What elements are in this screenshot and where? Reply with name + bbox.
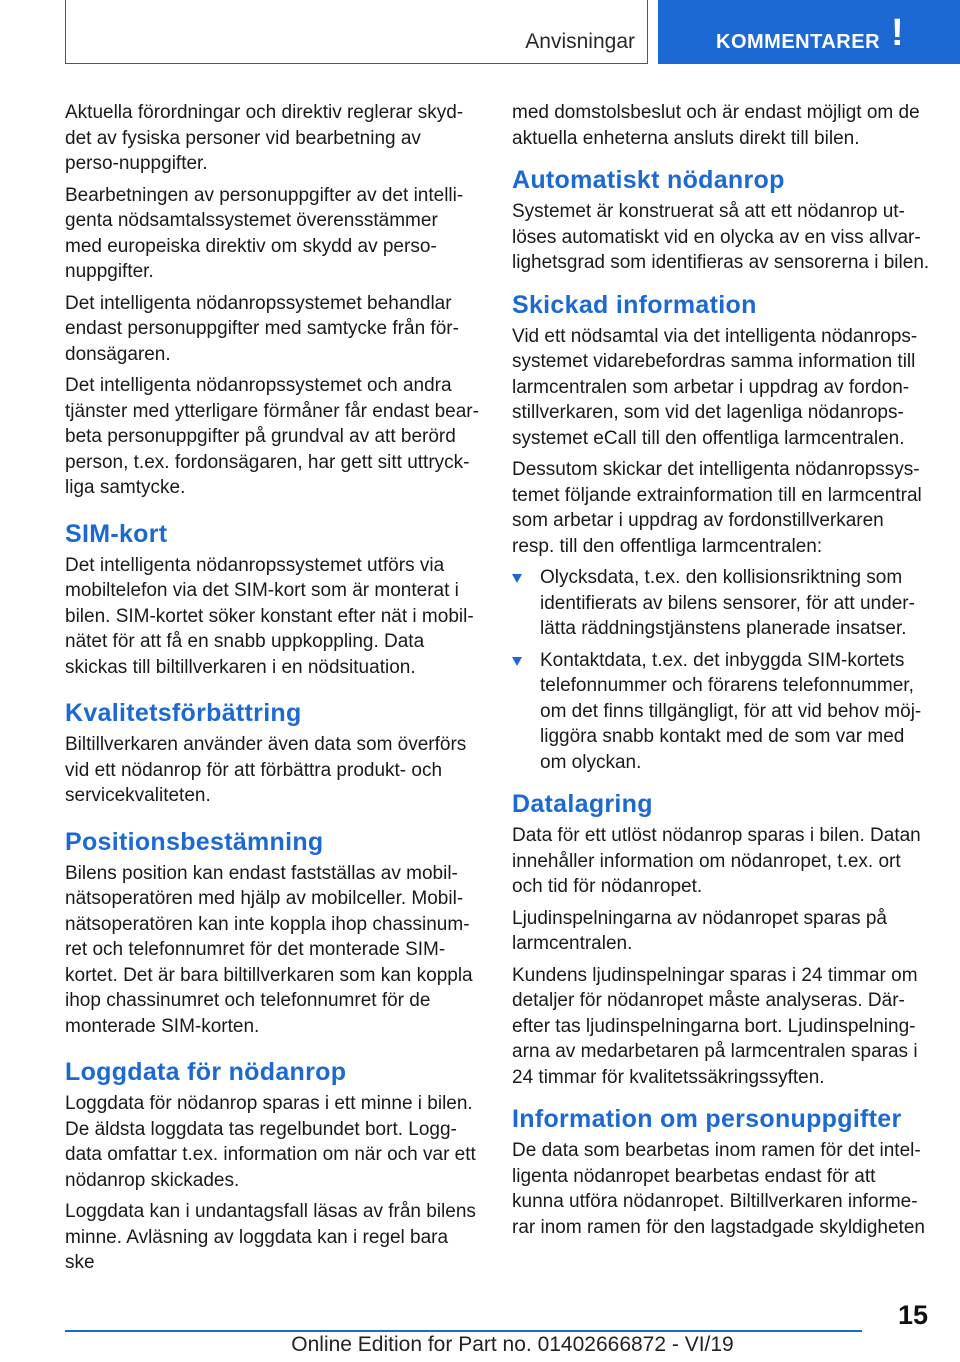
triangle-bullet-icon	[512, 657, 522, 666]
heading-information-om-personuppgifter: Information om personuppgifter	[512, 1105, 902, 1133]
paragraph: Kundens ljudinspelningar sparas i 24 timmar om detaljer för nödanropet måste analyseras. Där-efter tas ljudinspelningarna bort. Ljudinspelning-arna av medarbetaren på larmcentralen sparas i 24 timmar för kvalitetssäkringssyften.	[512, 964, 918, 1088]
header-section-box	[65, 0, 648, 64]
paragraph: Det intelligenta nödanropssystemet utförs via mobiltelefon via det SIM-kort som är monterat i bilen. SIM-kortet söker konstant efter nät i mobil-nätet för att få en snabb uppkoppling. Data skickas till biltillverkaren i en nödsituation.	[65, 554, 474, 678]
footer-edition-text: Online Edition for Part no. 01402666872 - VI/19	[291, 1333, 734, 1356]
paragraph: Det intelligenta nödanropssystemet och andra tjänster med ytterligare förmåner får endast bear-beta personuppgifter på grundval av att berörd person, t.ex. fordonsägaren, har gett sitt uttryck-liga samtycke.	[65, 375, 479, 498]
heading-datalagring: Datalagring	[512, 790, 653, 818]
paragraph: Loggdata för nödanrop sparas i ett minne i bilen. De äldsta loggdata tas regelbundet bort. Logg-data omfattar t.ex. information om när och var ett nödanrop skickades.	[65, 1093, 476, 1191]
paragraph: De data som bearbetas inom ramen för det intel-ligenta nödanropet bearbetas endast för att kunna utföra nödanropet. Biltillverkaren informe-rar inom ramen för den lagstadgade skyldigheten	[512, 1140, 925, 1238]
heading-positionsbestamning: Positionsbestämning	[65, 827, 324, 856]
paragraph: Loggdata kan i undantagsfall läsas av från bilens minne. Avläsning av loggdata kan i regel bara ske	[65, 1201, 476, 1273]
page-number: 15	[897, 1300, 928, 1330]
triangle-bullet-icon	[512, 574, 522, 583]
exclamation-icon: !	[891, 12, 904, 54]
paragraph: Aktuella förordningar och direktiv reglerar skyd-det av fysiska personer vid bearbetning av perso-nuppgifter.	[65, 102, 464, 174]
paragraph: Bilens position kan endast fastställas av mobil-nätsoperatören med hjälp av mobilceller. Mobil-nätsoperatören kan inte koppla ihop chassinum-ret och telefonnumret för det monterade SIM-kortet. Det är bara biltillverkaren som kan koppla ihop chassinumret och telefonnumret för de monterade SIM-korten.	[65, 862, 473, 1037]
chapter-tab-kommentarer[interactable]	[658, 0, 960, 64]
heading-kvalitetsforbattring: Kvalitetsförbättring	[65, 699, 302, 727]
list-item-text: Kontaktdata, t.ex. det inbyggda SIM-kortets telefonnummer och förarens telefonnummer, om det finns tillgängligt, för att vid behov möj-liggöra snabb kontakt med de som var med om olyckan.	[540, 649, 922, 773]
paragraph: Vid ett nödsamtal via det intelligenta nödanrops-systemet vidarebefordras samma information till larmcentralen som arbetar i uppdrag av fordon-stillverkaren, som vid det lagenliga nödanrops-systemet eCall till den offentliga larmcentralen.	[512, 325, 918, 449]
paragraph: Systemet är konstruerat så att ett nödanrop ut-löses automatiskt vid en olycka av en viss allvar-lighetsgrad som identifieras av sensorerna i bilen.	[512, 201, 930, 273]
paragraph: Det intelligenta nödanropssystemet behandlar endast personuppgifter med samtycke från för-donsägaren.	[65, 292, 459, 365]
heading-loggdata: Loggdata för nödanrop	[65, 1058, 347, 1086]
paragraph: Dessutom skickar det intelligenta nödanropssys-temet följande extrainformation till en larmcentral som arbetar i uppdrag av fordonstillverkaren resp. till den offentliga larmcentralen:	[512, 459, 922, 557]
heading-automatiskt-nodanrop: Automatiskt nödanrop	[512, 166, 785, 194]
section-title: Anvisningar	[525, 30, 635, 53]
paragraph: Biltillverkaren använder även data som överförs vid ett nödanrop för att förbättra produkt- och servicekvaliteten.	[65, 734, 467, 806]
heading-sim-kort: SIM-kort	[65, 519, 168, 548]
chapter-tab-label: KOMMENTARER	[716, 31, 881, 53]
bullet-list	[512, 565, 930, 775]
paragraph: Data för ett utlöst nödanrop sparas i bilen. Datan innehåller information om nödanropet, t.ex. ort och tid för nödanropet.	[512, 825, 921, 897]
paragraph: med domstolsbeslut och är endast möjligt om de aktuella enheterna ansluts direkt till bilen.	[512, 102, 920, 149]
list-item	[512, 648, 930, 776]
list-item	[512, 565, 930, 642]
paragraph: Bearbetningen av personuppgifter av det intelli-genta nödsamtalssystemet överensstämmer med europeiska direktiv om skydd av perso-nuppgifter.	[65, 184, 464, 282]
right-column	[512, 100, 930, 1246]
page-header	[0, 0, 960, 66]
heading-skickad-information: Skickad information	[512, 290, 757, 319]
paragraph: Ljudinspelningarna av nödanropet sparas på larmcentralen.	[512, 907, 887, 954]
footer-divider	[65, 1330, 862, 1332]
left-column	[65, 100, 479, 1282]
list-item-text: Olycksdata, t.ex. den kollisionsriktning som identifierats av bilens sensorer, för att under-lätta räddningstjänstens planerade insatser.	[540, 567, 915, 639]
